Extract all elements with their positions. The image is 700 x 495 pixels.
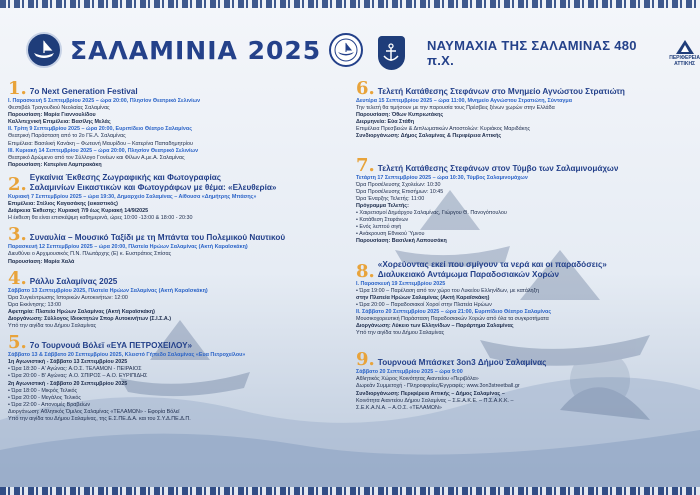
detail-line: Παρουσίαση: Κατερίνα Λαμπρακάκη xyxy=(8,161,102,168)
event-number: 7. xyxy=(356,154,375,176)
detail-line: • Ώρα 18:30 - Α' Αγώνας: Α.Ο.Σ. ΤΕΛΑΜΩΝ - ΠΕΙΡΑΙΟΣ xyxy=(8,366,142,373)
detail-line: Διάρκεια Έκθεσης: Κυριακή 7/9 έως Κυριακή 14/9/2025 xyxy=(8,208,149,215)
event-number: 6. xyxy=(356,78,375,99)
detail-line: Διοργάνωση: Αθλητικός Όμιλος Σαλαμίνας «ΤΕΛΑΜΩΝ» - Εφορία Βόλεϊ xyxy=(8,408,180,415)
municipality-seal xyxy=(329,33,363,67)
event-5 xyxy=(8,334,343,423)
ship-icon xyxy=(30,36,58,64)
detail-line: Καλλιτεχνική Επιμέλεια: Βασίλης Μελάς xyxy=(8,119,111,126)
detail-line: στην Πλατεία Ηρώων Σαλαμίνας (Ακτή Καραϊσκάκη) xyxy=(356,294,490,301)
detail-line: Διοργάνωση: Λύκειο των Ελληνίδων – Παράρτημα Σαλαμίνας xyxy=(356,323,514,330)
left-header xyxy=(26,32,363,68)
detail-line: Την τελετή θα τιμήσουν με την παρουσία τους Πρέσβεις ξένων χωρών στην Ελλάδα xyxy=(356,105,555,112)
detail-line: Σάββατο 13 & Σάββατο 20 Σεπτεμβρίου 2025, Κλειστό Γήπεδο Σαλαμίνας «Ευα Πετροχείλου» xyxy=(8,352,246,359)
detail-line: • Ενός λεπτού σιγή xyxy=(356,224,402,231)
detail-line: • Ώρα 20:00 - Μεγάλος Τελικός xyxy=(8,394,81,401)
right-header xyxy=(378,36,700,70)
detail-line: Παρουσίαση: Μαρία Γιαννουλίδου xyxy=(8,112,96,119)
event-details xyxy=(8,98,343,169)
event-title: Τελετή Κατάθεσης Στεφάνων στο Μνημείο Αγνώστου Στρατιώτη xyxy=(377,87,625,96)
detail-line: Η έκθεση θα είναι επισκέψιμη καθημερινά, ώρες 10:00 -13:00 & 18:00 - 20:30 xyxy=(8,215,193,222)
detail-line: Υπό την αιγίδα του Δήμου Σαλαμίνας, της Ε.Σ.ΠΕ.Δ.Α. και του Σ.Υ.Δ.ΠΕ.Δ.Π. xyxy=(8,416,191,422)
detail-line: Συνδιοργάνωση: Περιφέρεια Αττικής – Δήμος Σαλαμίνας – xyxy=(356,390,505,397)
event-title: «Χορεύοντας εκεί που σμίγουν τα νερά και οι παραδόσεις» Διαλυκειακό Αντάμωμα Παραδοσιακών Χορών xyxy=(377,259,607,279)
detail-line: Αφετηρία: Πλατεία Ηρώων Σαλαμίνας (Ακτή Καραϊσκάκη) xyxy=(8,308,155,315)
detail-line[interactable]: Δωρεάν Συμμετοχή - Πληροφορίες/Εγγραφές: www.3on3streetball.gr xyxy=(356,383,520,390)
detail-line: • Ανάκρουση Εθνικού Ύμνου xyxy=(356,231,425,238)
event-details xyxy=(356,98,694,141)
detail-line: Επιμέλεια Πρεσβειών & Διπλωματικών Αποστολών: Κυριάκος Μαριδάκης xyxy=(356,126,531,133)
top-meander-border xyxy=(0,0,700,8)
detail-line: Ώρα Προσέλευσης Σχολείων: 10:30 xyxy=(356,181,441,188)
event-2 xyxy=(8,173,343,222)
detail-line: I. Παρασκευή 5 Σεπτεμβρίου 2025 – ώρα 20:00, Πλησίον Θεατρικό Σελινίων xyxy=(8,98,201,104)
detail-line: Αθλητικός Χώρος Κοινότητας Αιαντείου «Περιβόλα» xyxy=(356,376,479,383)
naval-battle-title: ΝΑΥΜΑΧΙΑ ΤΗΣ ΣΑΛΑΜΙΝΑΣ 480 π.Χ. xyxy=(426,38,637,68)
detail-line: Τετάρτη 17 Σεπτεμβρίου 2025 – ώρα 10:30, Τύμβος Σαλαμινομάχων xyxy=(356,174,528,181)
periferia-label: ΠΕΡΙΦΕΡΕΙΑ xyxy=(669,54,700,61)
right-column xyxy=(356,80,694,415)
detail-line: II. Σάββατο 20 Σεπτεμβρίου 2025 – ώρα 21:00, Ευριπίδειο Θέατρο Σαλαμίνας xyxy=(356,308,552,315)
event-9 xyxy=(356,351,694,412)
trireme-icon xyxy=(333,37,359,63)
detail-line: Επιμέλεια: Βασιλική Κανάκη – Φωτεινή Μαυρίδου – Κατερίνα Παπαδημητρίου xyxy=(8,140,193,147)
detail-line: Διερμηνεία: Εύα Στάθη xyxy=(356,119,414,126)
event-details xyxy=(8,194,343,222)
detail-line: Μουσικοχορευτική Παράσταση Παραδοσιακών Χορών από όλα τα συγκροτήματα xyxy=(356,315,549,322)
naval-shield-emblem xyxy=(378,36,405,70)
event-number: 5. xyxy=(8,332,27,354)
anchor-icon xyxy=(380,42,402,64)
detail-line: Δευτέρα 15 Σεπτεμβρίου 2025 – ώρα 11:00, Μνημείο Αγνώστου Στρατιώτη, Σύνταγμα xyxy=(356,98,573,104)
detail-line: Υπό την αιγίδα του Δήμου Σαλαμίνας xyxy=(356,330,445,337)
event-title: Συναυλία – Μουσικό Ταξίδι με τη Μπάντα του Πολεμικού Ναυτικού xyxy=(29,233,286,243)
periferia-logo xyxy=(669,40,700,67)
detail-line: Σάββατο 13 Σεπτεμβρίου 2025, Πλατεία Ηρώων Σαλαμίνας (Ακτή Καραϊσκάκη) xyxy=(8,287,208,294)
detail-line: Παρασκευή 12 Σεπτεμβρίου 2025 – ώρα 20:00, Πλατεία Ηρώων Σαλαμίνας (Ακτή Καραϊσκάκη) xyxy=(8,244,248,251)
detail-line: II. Τρίτη 9 Σεπτεμβρίου 2025 – ώρα 20:00, Ευριπίδειο Θέατρο Σαλαμίνας xyxy=(8,126,192,133)
event-details xyxy=(356,281,694,338)
detail-line: • Ώρα 18:00 - Μικρός Τελικός xyxy=(8,387,78,394)
attica-label: ΑΤΤΙΚΗΣ xyxy=(674,60,696,67)
detail-line: Διοργάνωση: Σύλλογος Ιδιοκτητών Σπορ Αυτοκινήτων (Σ.Ι.Σ.Α.) xyxy=(8,315,172,322)
detail-line: 1η Αγωνιστική - Σάββατο 13 Σεπτεμβρίου 2025 xyxy=(8,359,128,366)
detail-line: • Ώρα 20:00 – Παραδοσιακοί Χοροί στην Πλατεία Ηρώων xyxy=(356,301,492,308)
event-details xyxy=(8,352,343,423)
detail-line: Ώρα Συγκέντρωσης Ιστορικών Αυτοκινήτων: 12:00 xyxy=(8,294,128,301)
detail-line: Κοινότητα Αιαντείου Δήμου Σαλαμίνας – Σ.Ε.Α.Κ.Ε. – Π.Σ.Α.Κ.Κ. – xyxy=(356,397,514,404)
detail-line: • Κατάθεση Στεφάνων xyxy=(356,217,409,224)
detail-line: Κυριακή 7 Σεπτεμβρίου 2025 – ώρα 19:30, Δημαρχείο Σαλαμίνας – Αίθουσα «Δημήτρης Μπάσης» xyxy=(8,193,257,200)
event-details xyxy=(8,244,343,265)
event-number: 4. xyxy=(8,267,27,289)
detail-line: Παρουσίαση: Βασιλική Λαπουσάκη xyxy=(356,238,447,245)
event-4 xyxy=(8,267,343,331)
detail-line: • Ώρα 20:00 - Β' Αγώνας: Α.Ο. ΣΠΙΡΟΣ – Α.Ο. ΕΥΡΙΠΙΔΗΣ xyxy=(8,373,148,380)
event-number: 2. xyxy=(8,173,27,195)
periferia-triangle-icon xyxy=(676,40,694,54)
event-title: Ράλλυ Σαλαμίνας 2025 xyxy=(29,276,118,286)
event-8 xyxy=(356,260,694,338)
event-details xyxy=(8,288,343,331)
event-7 xyxy=(356,154,694,246)
event-title: 7ο Next Generation Festival xyxy=(29,87,138,96)
event-number: 8. xyxy=(356,260,375,282)
detail-line: Φεστιβάλ Τραγουδιού Νεολαίας Σαλαμίνας xyxy=(8,105,110,112)
detail-line: Ώρα Εκκίνησης: 13:00 xyxy=(8,301,62,308)
page-title: ΣΑΛΑΜΙΝΙΑ 2025 xyxy=(70,35,322,65)
detail-line: Θεατρικό Δρώμενο από τον Σύλλογο Γονέων και Φίλων Α.με.Α. Σαλαμίνας xyxy=(8,154,185,161)
detail-line: III. Κυριακή 14 Σεπτεμβρίου 2025 – ώρα 20:00, Πλησίον Θεατρικό Σελινίων xyxy=(8,147,199,154)
event-title: Τουρνουά Μπάσκετ 3on3 Δήμου Σαλαμίνας xyxy=(377,358,547,368)
left-column xyxy=(8,80,343,426)
event-number: 3. xyxy=(8,224,27,246)
detail-line: I. Παρασκευή 19 Σεπτεμβρίου 2025 xyxy=(356,280,446,287)
event-title: 7ο Τουρνουά Βόλεϊ «ΕΥΑ ΠΕΤΡΟΧΕΙΛΟΥ» xyxy=(29,341,193,351)
event-details xyxy=(356,175,694,246)
detail-line: Σάββατο 20 Σεπτεμβρίου 2025 – ώρα 9:00 xyxy=(356,369,463,376)
detail-line: Ώρα Έναρξης Τελετής: 11:00 xyxy=(356,195,425,202)
bottom-meander-border xyxy=(0,487,700,495)
event-title: Εγκαίνια Έκθεσης Ζωγραφικής και Φωτογραφίας Σαλαμινίων Εικαστικών και Φωτογράφων με θέμα: «Ελευθερία» xyxy=(29,172,277,192)
event-title: Τελετή Κατάθεσης Στεφάνων στον Τύμβο των Σαλαμινομάχων xyxy=(377,163,619,173)
detail-line: Πρόγραμμα Τελετής: xyxy=(356,202,409,209)
detail-line: Παρουσίαση: Μαρία Χαλά xyxy=(8,258,75,265)
event-6 xyxy=(356,80,694,141)
detail-line: 2η Αγωνιστική - Σάββατο 20 Σεπτεμβρίου 2025 xyxy=(8,380,128,387)
event-1 xyxy=(8,80,343,169)
event-number: 9. xyxy=(356,349,375,371)
detail-line: Σ.Ε.Κ.Α.Ν.Α. – Α.Ο.Σ. «ΤΕΛΑΜΩΝ» xyxy=(356,404,442,411)
detail-line: Συνδιοργάνωση: Δήμος Σαλαμίνας & Περιφέρεια Αττικής xyxy=(356,133,502,140)
detail-line: Θεατρική Παράσταση από το 2ο ΓΕ.Λ. Σαλαμίνας xyxy=(8,133,126,140)
detail-line: Παρουσίαση: Όθων Κυπριωτάκης xyxy=(356,112,444,119)
event-3 xyxy=(8,226,343,265)
detail-line: Υπό την αιγίδα του Δήμου Σαλαμίνας xyxy=(8,323,97,330)
event-details xyxy=(356,369,694,412)
detail-line: • Ώρα 22:00 - Απονομές Βραβείων xyxy=(8,401,91,408)
detail-line: Επιμέλεια: Στέλιος Καγασάκης (εικαστικός) xyxy=(8,201,118,208)
detail-line: • Χαιρετισμοί Δημάρχου Σαλαμίνας, Γιώργου Θ. Πανογόπουλου xyxy=(356,210,507,217)
detail-line: Διευθύνει ο Αρχιμουσικός Π.Ν. Πλωτάρχης (Ε) κ. Ευστράτιος Σπίσας xyxy=(8,251,172,258)
salamina-emblem-seal xyxy=(26,32,62,68)
detail-line: • Ώρα 19:00 – Παρέλαση από τον χώρο του Λυκείου Ελληνίδων, με κατάληξη xyxy=(356,287,539,294)
event-number: 1. xyxy=(8,78,27,99)
detail-line: Ώρα Προσέλευσης Επισήμων: 10:45 xyxy=(356,188,444,195)
